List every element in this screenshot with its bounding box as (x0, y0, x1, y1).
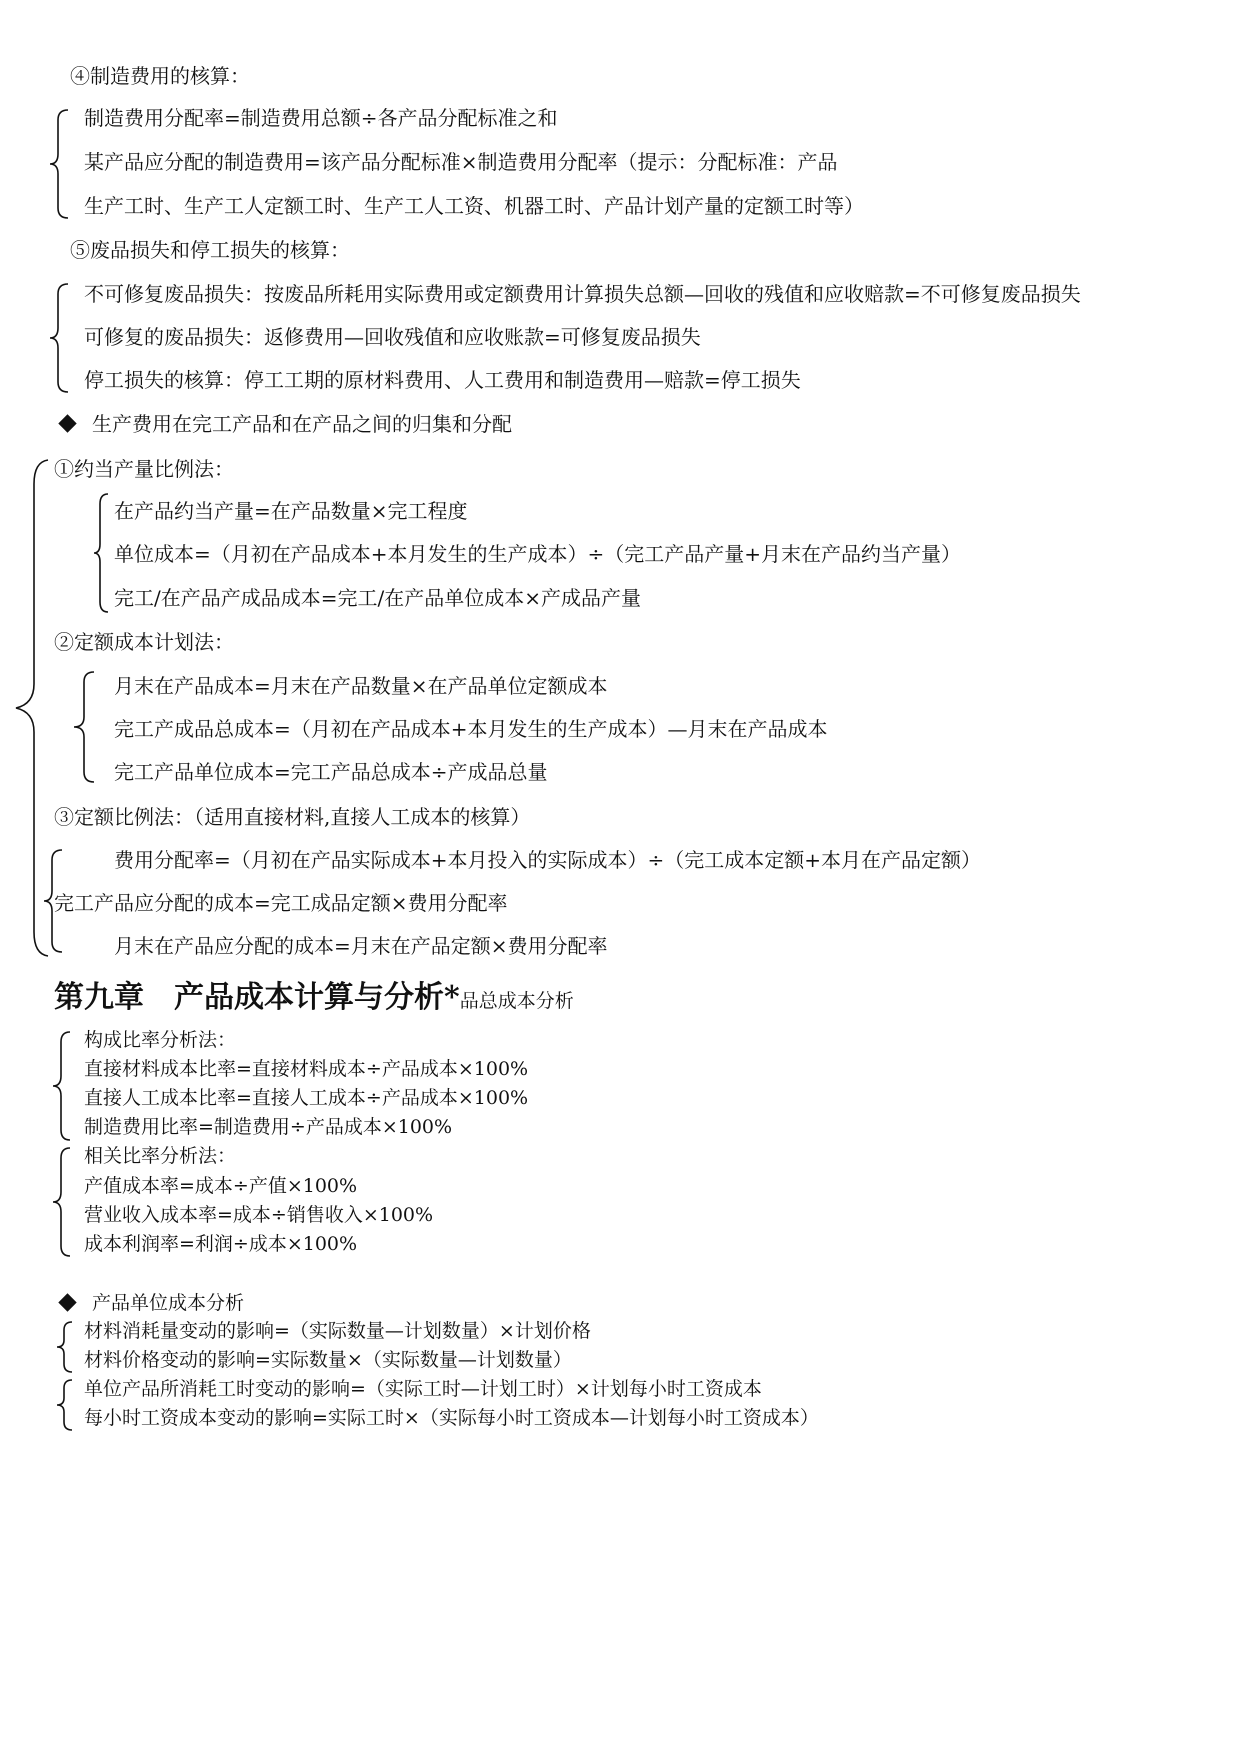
section-5-line-2: 可修复的废品损失：返修费用—回收残值和应收账款=可修复废品损失 (84, 325, 701, 349)
section-5-line-1: 不可修复废品损失：按废品所耗用实际费用或定额费用计算损失总额—回收的残值和应收赔款=不可修复废品损失 (84, 282, 1081, 306)
section-4-line-2: 某产品应分配的制造费用=该产品分配标准×制造费用分配率（提示：分配标准：产品 (84, 150, 838, 174)
ratio-group-2-line-3: 成本利润率=利润÷成本×100% (84, 1233, 358, 1255)
unit-bullet-text: 产品单位成本分析 (92, 1292, 245, 1314)
method-2-line-1: 月末在产品成本=月末在产品数量×在产品单位定额成本 (114, 674, 608, 698)
unit-group-1-brace (52, 1320, 76, 1374)
chapter-title-main: 第九章 产品成本计算与分析* (54, 980, 460, 1015)
method-3-line-2: 完工产品应分配的成本=完工成品定额×费用分配率 (54, 891, 508, 915)
section-5-brace (46, 282, 76, 394)
method-3-line-3: 月末在产品应分配的成本=月末在产品定额×费用分配率 (114, 934, 608, 958)
ratio-group-2-line-1: 产值成本率=成本÷产值×100% (84, 1175, 358, 1197)
method-2-heading: ②定额成本计划法： (54, 630, 234, 654)
ratio-group-1-line-2: 直接人工成本比率=直接人工成本÷产品成本×100% (84, 1087, 529, 1109)
method-2-line-2: 完工产成品总成本=（月初在产品成本+本月发生的生产成本）—月末在产品成本 (114, 717, 828, 741)
ratio-group-2-line-2: 营业收入成本率=成本÷销售收入×100% (84, 1204, 434, 1226)
ratio-group-1-line-1: 直接材料成本比率=直接材料成本÷产品成本×100% (84, 1058, 529, 1080)
chapter-title-suffix: 品总成本分析 (459, 990, 574, 1012)
unit-group-1-line-2: 材料价格变动的影响=实际数量×（实际数量—计划数量） (84, 1349, 572, 1371)
method-1-line-3: 完工/在产品产成品成本=完工/在产品单位成本×产成品产量 (114, 586, 641, 610)
ratio-group-2-brace (48, 1146, 76, 1258)
method-1-line-2: 单位成本=（月初在产品成本+本月发生的生产成本）÷（完工产品产量+月末在产品约当产量） (114, 542, 962, 566)
section-4-brace (46, 108, 76, 220)
diamond-bullet-icon (58, 1293, 76, 1311)
section-4-line-3: 生产工时、生产工人定额工时、生产工人工资、机器工时、产品计划产量的定额工时等） (84, 194, 864, 218)
method-1-line-1: 在产品约当产量=在产品数量×完工程度 (114, 499, 468, 523)
chapter-title (54, 980, 574, 1019)
section-5-heading: ⑤废品损失和停工损失的核算： (70, 238, 350, 262)
unit-group-2-brace (52, 1378, 76, 1432)
method-2-line-3: 完工产品单位成本=完工产品总成本÷产成品总量 (114, 760, 548, 784)
diamond-bullet-icon (58, 414, 76, 432)
unit-group-2-line-2: 每小时工资成本变动的影响=实际工时×（实际每小时工资成本—计划每小时工资成本） (84, 1407, 819, 1429)
method-2-brace (70, 670, 100, 784)
ratio-group-1-brace (48, 1030, 76, 1142)
unit-group-2-line-1: 单位产品所消耗工时变动的影响=（实际工时—计划工时）×计划每小时工资成本 (84, 1378, 762, 1400)
allocation-bullet-text: 生产费用在完工产品和在产品之间的归集和分配 (92, 412, 512, 436)
section-4-heading: ④制造费用的核算： (70, 64, 250, 88)
method-3-heading: ③定额比例法：（适用直接材料,直接人工成本的核算） (54, 805, 531, 829)
ratio-group-1-heading: 构成比率分析法： (84, 1029, 237, 1051)
ratio-group-2-heading: 相关比率分析法： (84, 1145, 237, 1167)
section-4-line-1: 制造费用分配率=制造费用总额÷各产品分配标准之和 (84, 106, 558, 130)
unit-group-1-line-1: 材料消耗量变动的影响=（实际数量—计划数量）×计划价格 (84, 1320, 591, 1342)
ratio-group-1-line-3: 制造费用比率=制造费用÷产品成本×100% (84, 1116, 453, 1138)
method-1-heading: ①约当产量比例法： (54, 457, 234, 481)
method-1-brace (88, 492, 114, 614)
method-3-line-1: 费用分配率=（月初在产品实际成本+本月投入的实际成本）÷（完工成本定额+本月在产品定额） (114, 848, 982, 872)
section-5-line-3: 停工损失的核算：停工工期的原材料费用、人工费用和制造费用—赔款=停工损失 (84, 368, 801, 392)
